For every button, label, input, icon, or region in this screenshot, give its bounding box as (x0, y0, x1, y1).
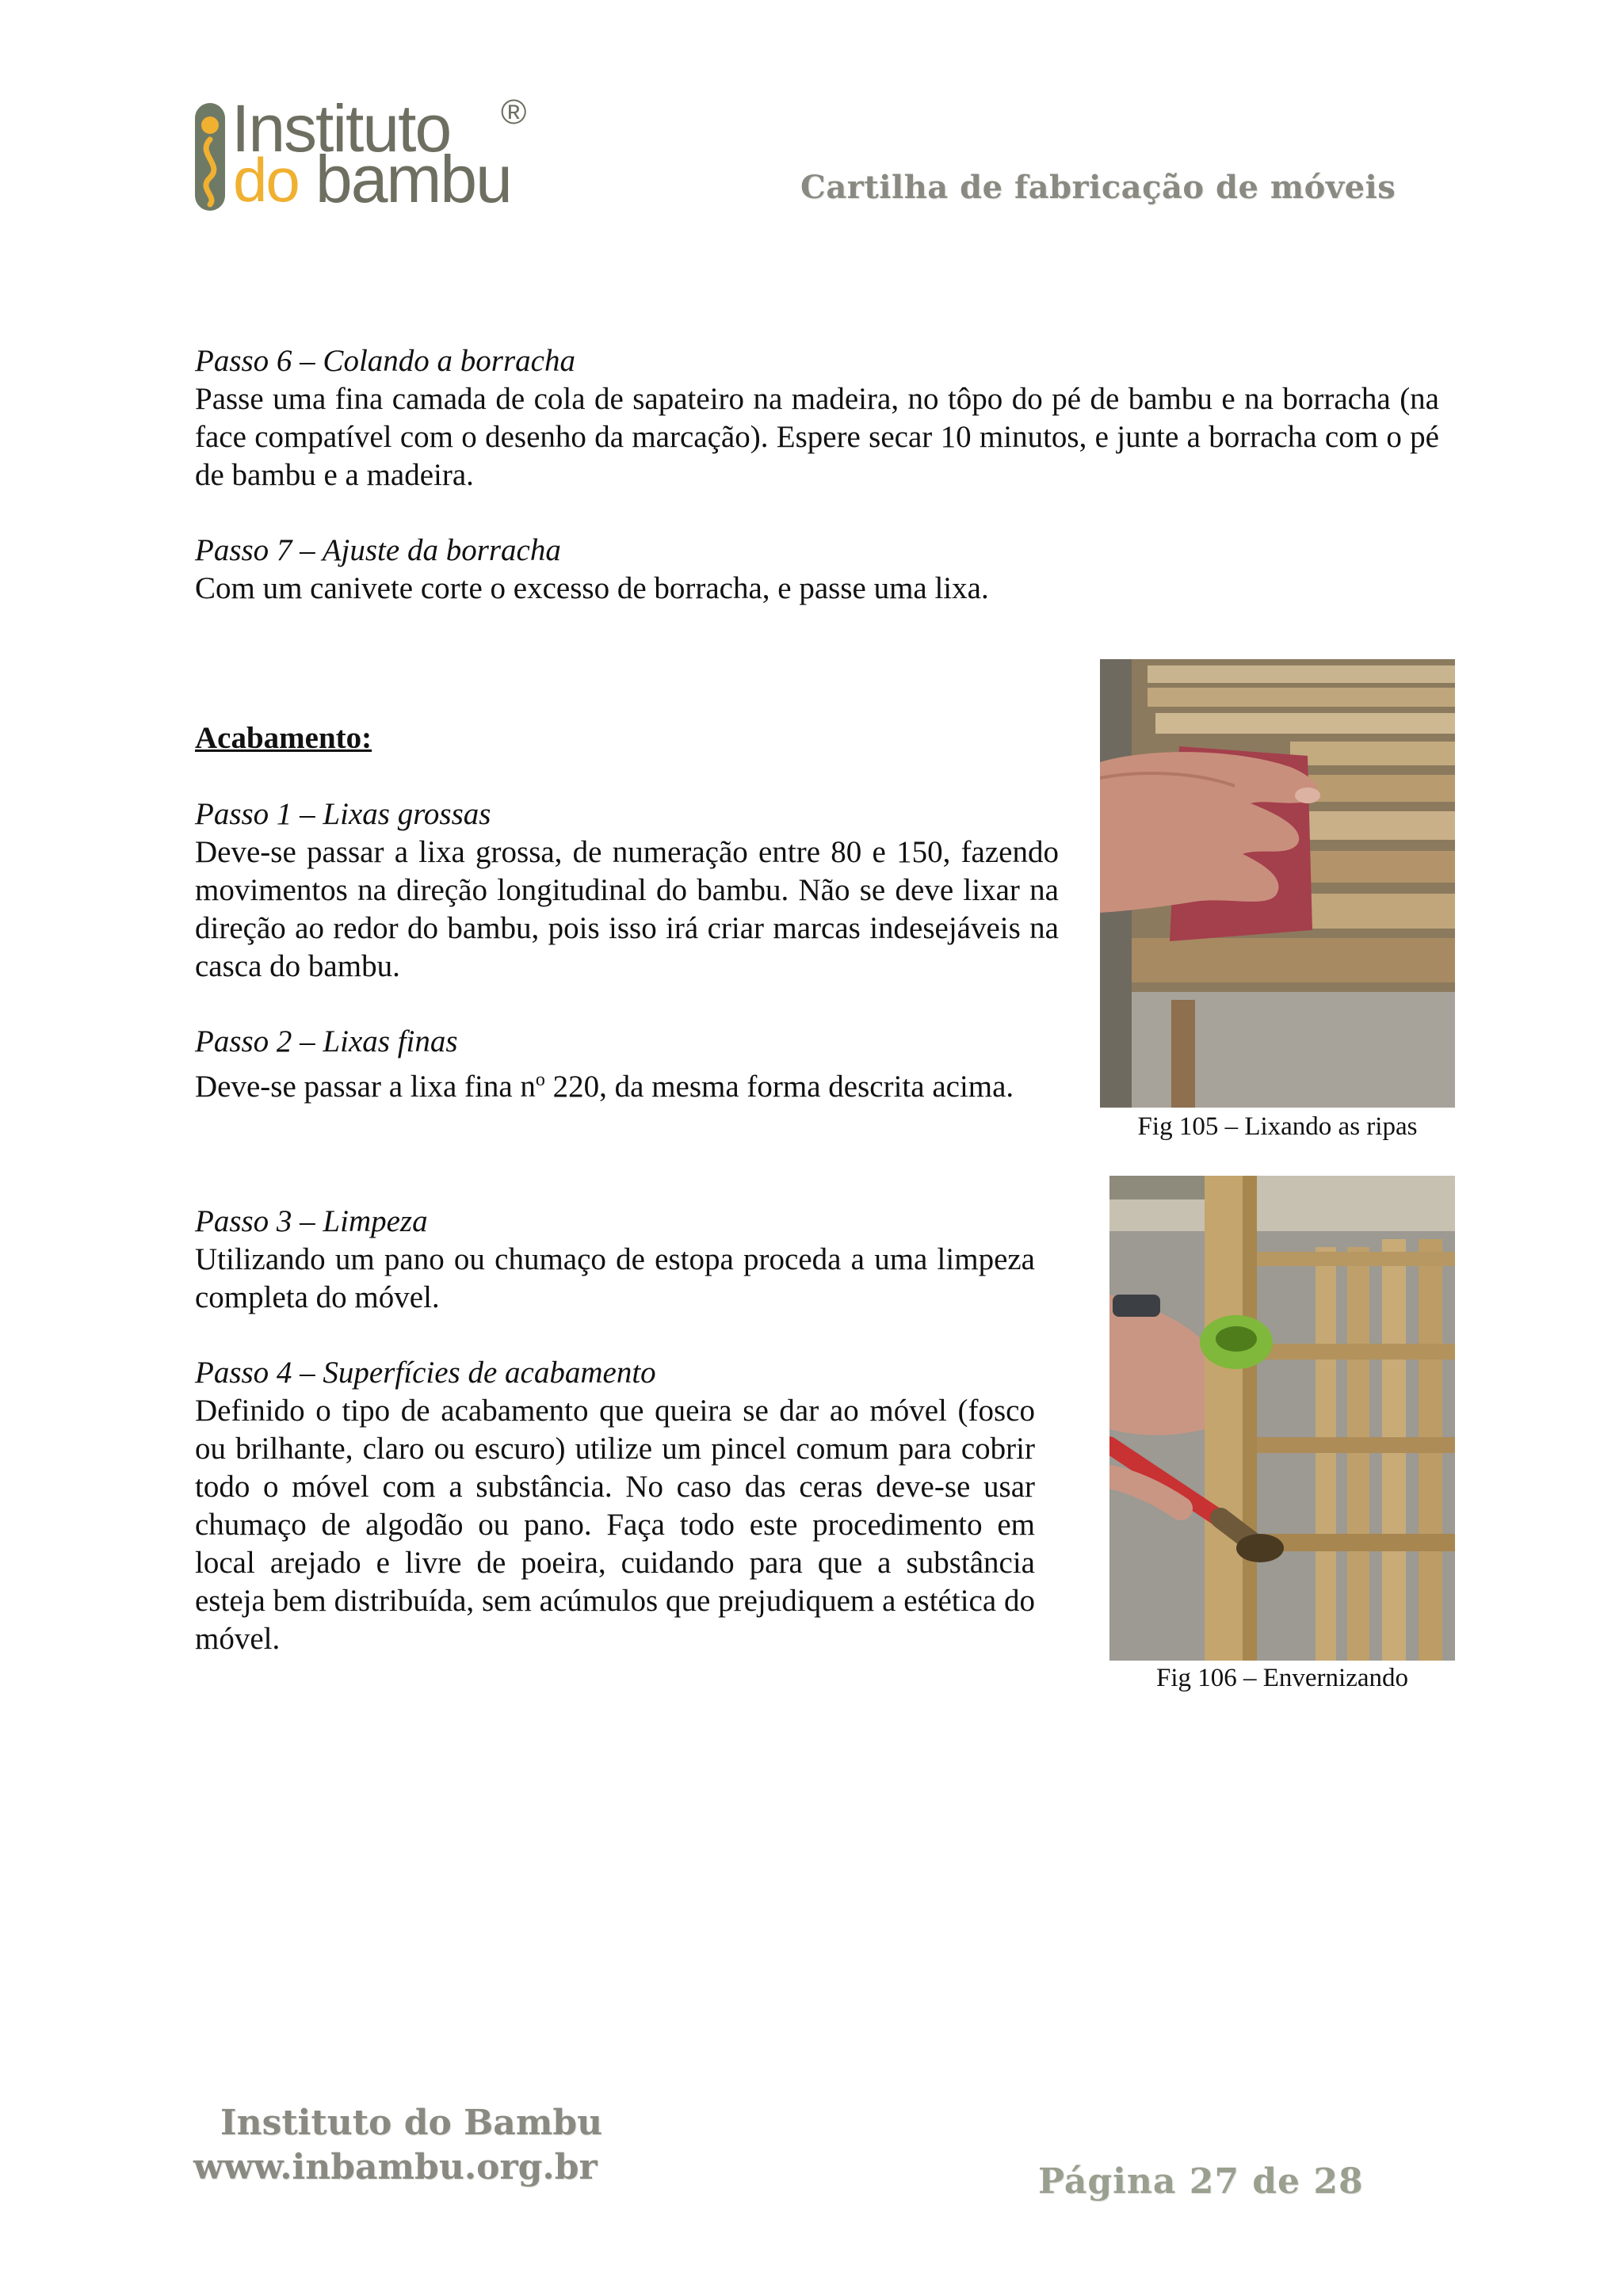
step6-heading: Passo 6 – Colando a borracha (195, 344, 575, 378)
finishing-step3-body: Utilizando um pano ou chumaço de estopa proceda a uma limpeza completa do móvel. (195, 1242, 1035, 1314)
finishing-step3-heading: Passo 3 – Limpeza (195, 1204, 428, 1238)
figure-106-photo (1109, 1176, 1455, 1661)
figure-105-caption: Fig 105 – Lixando as ripas (1137, 1112, 1418, 1141)
figure-106-caption: Fig 106 – Envernizando (1155, 1664, 1409, 1692)
finishing-step2-body (195, 1061, 1059, 1106)
header-title: Cartilha de fabricação de móveis (800, 169, 1396, 206)
finishing-step2-heading: Passo 2 – Lixas finas (195, 1024, 458, 1058)
footer-url: www.inbambu.org.br (193, 2147, 598, 2187)
footer-organization: Instituto do Bambu (220, 2103, 603, 2143)
finishing-step1-heading: Passo 1 – Lixas grossas (195, 797, 491, 831)
step2-text-before: Deve-se passar a lixa fina n (195, 1070, 536, 1104)
step2-text-after: 220, da mesma forma descrita acima. (544, 1070, 1014, 1104)
logo-word-instituto: Instituto (231, 91, 451, 166)
step7-heading: Passo 7 – Ajuste da borracha (195, 533, 561, 567)
varnishing-image (1109, 1176, 1455, 1661)
bamboo-logo-icon (190, 98, 230, 217)
institute-logo (190, 91, 539, 216)
logo-word-bambu: bambu (315, 142, 511, 216)
finishing-step1-body: Deve-se passar a lixa grossa, de numeração entre 80 e 150, fazendo movimentos na direção longitudinal do bambu. Não se deve lixar na direção ao redor do bambu, pois isso irá criar marcas indesejáveis na casca do bambu. (195, 835, 1059, 983)
step2-superscript: o (535, 1070, 545, 1090)
finishing-step4-heading: Passo 4 – Superfícies de acabamento (195, 1356, 656, 1390)
figure-105-photo (1100, 659, 1455, 1108)
sanding-slats-image (1100, 659, 1455, 1108)
finishing-step4-body: Definido o tipo de acabamento que queira se dar ao móvel (fosco ou brilhante, claro ou escuro) utilize um pincel comum para cobrir todo o móvel com a substância. No caso das ceras deve-se usar chumaço de algodão ou pano. Faça todo este procedimento em local arejado e livre de poeira, cuidando para que a substância esteja bem distribuída, sem acúmulos que prejudiquem a estética do móvel. (195, 1394, 1035, 1656)
finishing-title: Acabamento: (195, 721, 372, 755)
step7-body: Com um canivete corte o excesso de borracha, e passe uma lixa. (195, 571, 989, 605)
logo-word-do: do (233, 145, 299, 215)
step6-body: Passe uma fina camada de cola de sapateiro na madeira, no tôpo do pé de bambu e na borracha (na face compatível com o desenho da marcação). Espere secar 10 minutos, e junte a borracha com o pé de bambu e a madeira. (195, 382, 1439, 492)
registered-mark: ® (501, 93, 527, 132)
page-number: Página 27 de 28 (1038, 2161, 1364, 2202)
